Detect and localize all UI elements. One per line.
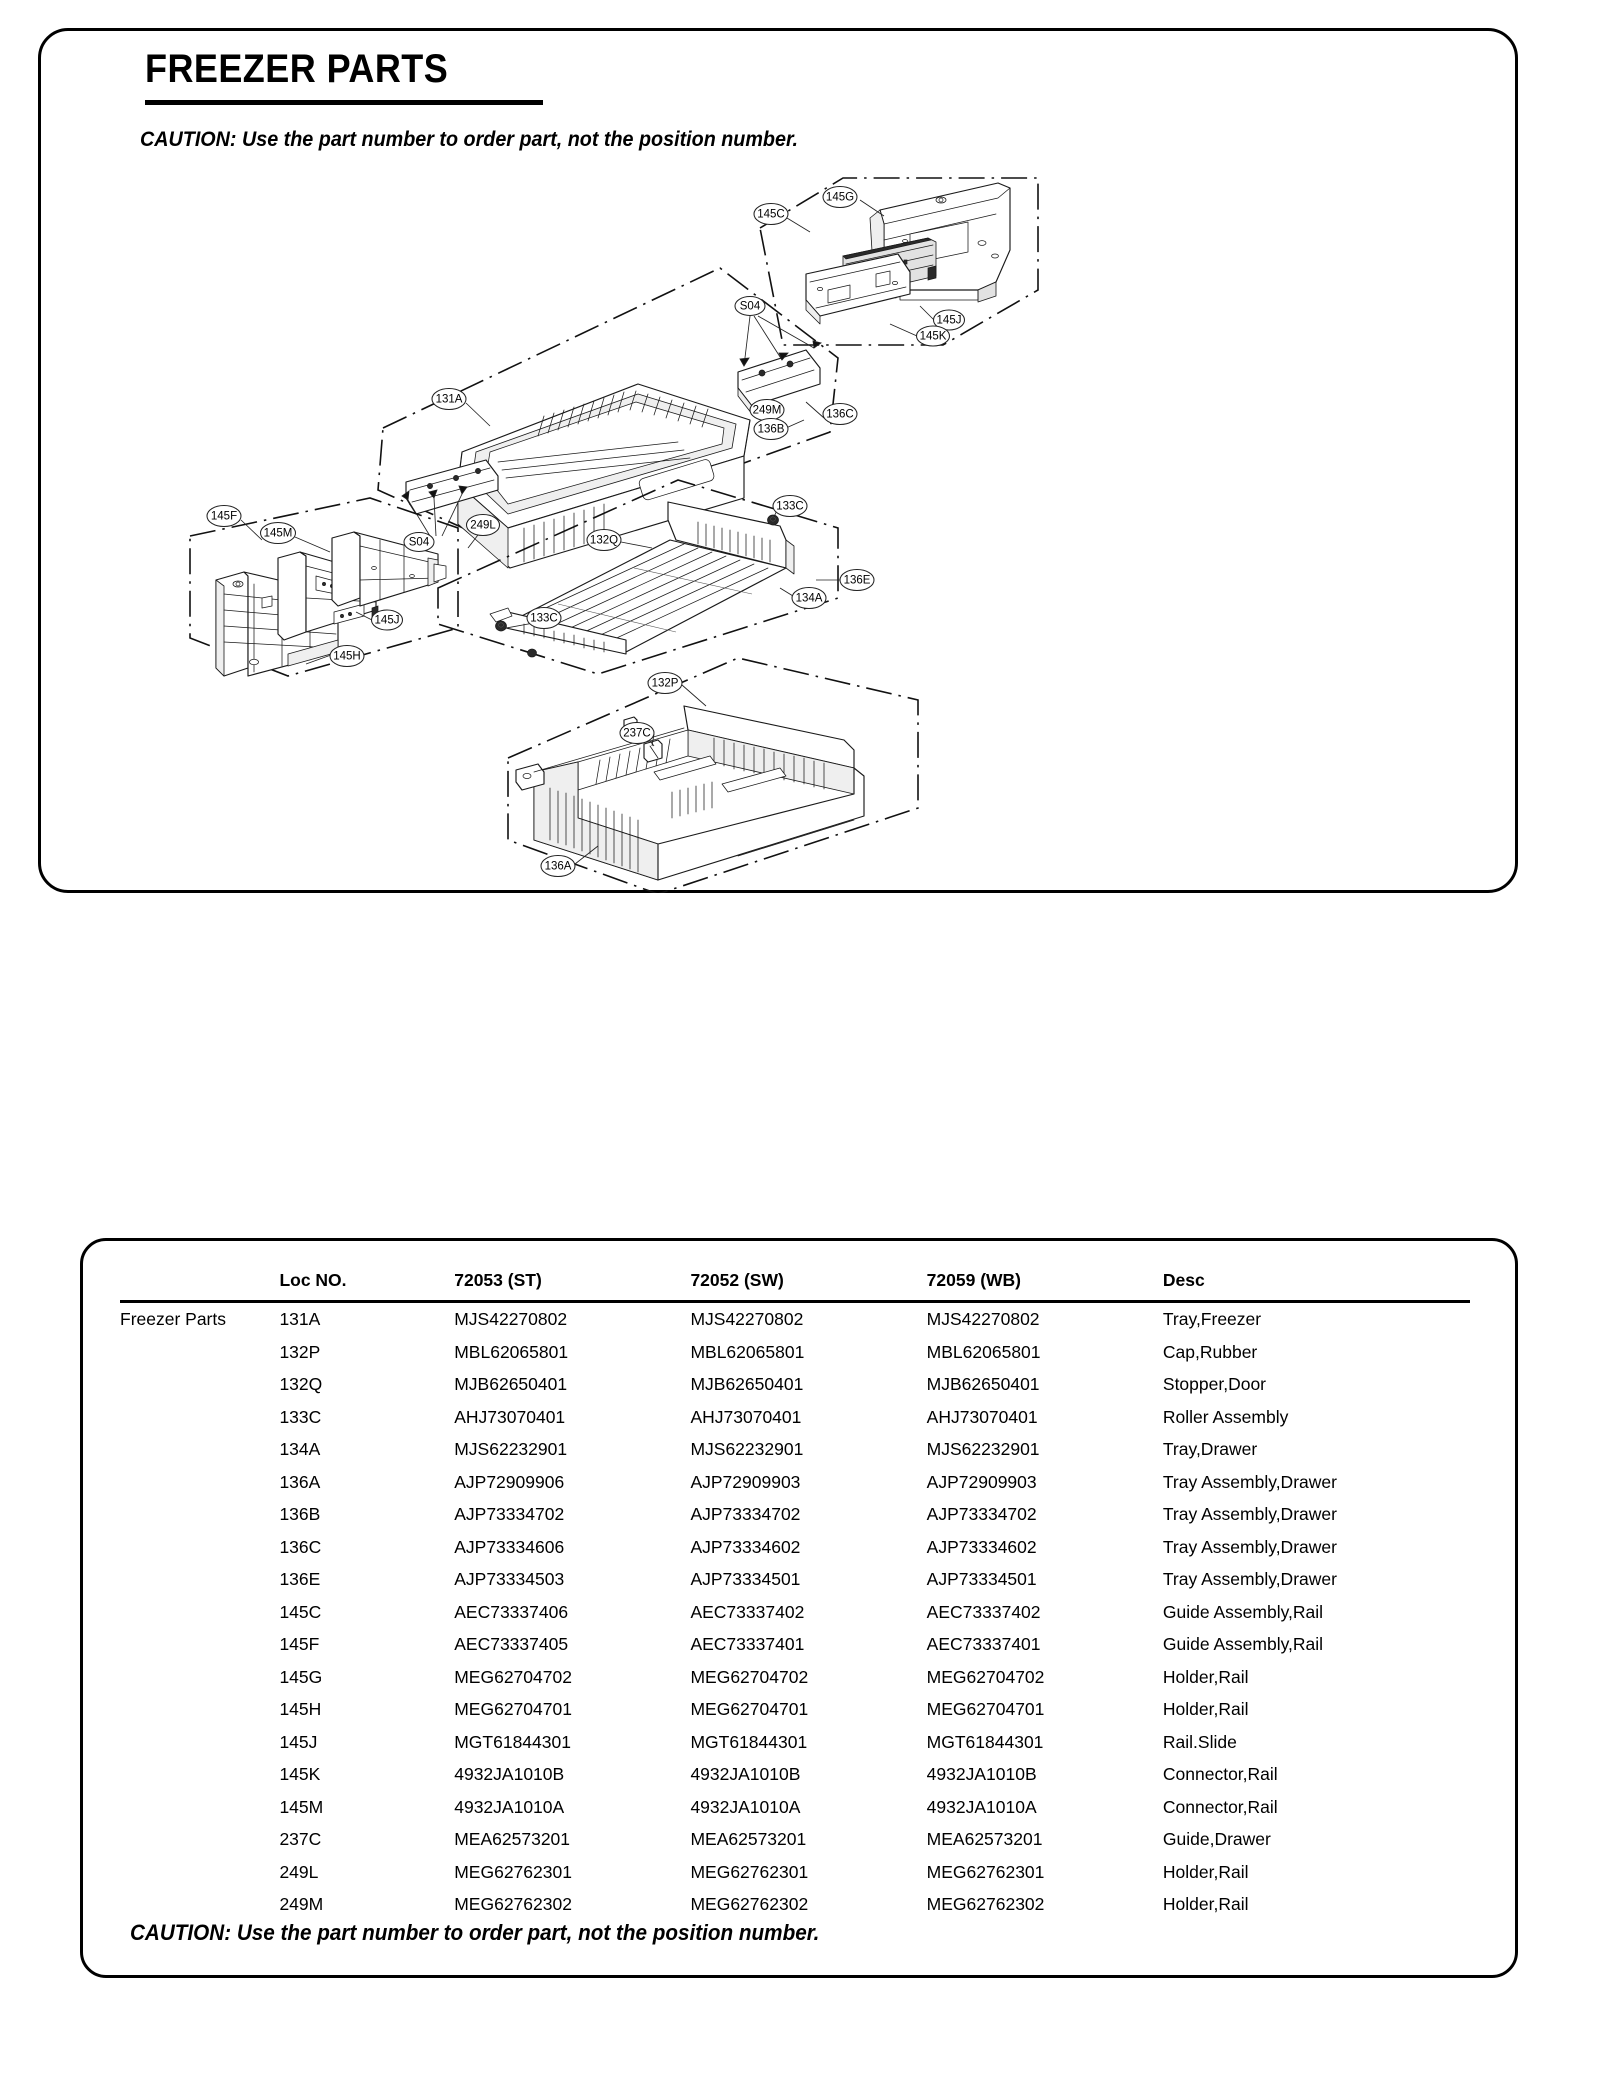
table-row xyxy=(120,1302,1470,1336)
cell-part-72052: MGT61844301 xyxy=(690,1731,808,1752)
svg-text:145F: 145F xyxy=(210,510,238,523)
svg-text:136A: 136A xyxy=(544,860,572,873)
svg-text:249L: 249L xyxy=(470,519,496,532)
callout-145M xyxy=(261,523,296,544)
callout-S04-lower xyxy=(404,533,434,552)
column-header-72059: 72059 (WB) xyxy=(926,1270,1022,1290)
cell-group xyxy=(120,1531,279,1564)
cell-part-72059: MBL62065801 xyxy=(926,1341,1041,1362)
table-row xyxy=(120,1726,1470,1759)
svg-text:145C: 145C xyxy=(757,208,785,221)
table-row xyxy=(120,1401,1470,1434)
cell-part-72059: AEC73337401 xyxy=(926,1634,1041,1654)
svg-text:132P: 132P xyxy=(651,677,679,690)
cell-part-72053: AEC73337405 xyxy=(454,1634,569,1654)
cell-part-72053: 4932JA1010A xyxy=(454,1796,565,1817)
freezer-parts-exploded-diagram xyxy=(38,28,1518,893)
table-row xyxy=(120,1661,1470,1694)
cell-part-72052: 4932JA1010B xyxy=(690,1764,801,1784)
svg-text:145J: 145J xyxy=(374,614,400,627)
callout-132Q xyxy=(587,530,621,551)
parts-table-body xyxy=(120,1302,1470,1921)
svg-text:133C: 133C xyxy=(776,500,804,513)
cell-loc: 145K xyxy=(279,1764,321,1784)
callout-145C xyxy=(754,204,788,225)
table-row xyxy=(120,1498,1470,1531)
cell-group xyxy=(120,1856,279,1889)
cell-group xyxy=(120,1433,279,1466)
cell-part-72059: MJS42270802 xyxy=(926,1309,1040,1329)
cell-loc: 237C xyxy=(279,1829,322,1849)
callout-132P xyxy=(648,673,682,694)
cell-group: Freezer Parts xyxy=(120,1309,226,1329)
cell-part-72053: MEG62762302 xyxy=(454,1894,572,1914)
cell-group xyxy=(120,1563,279,1596)
column-header-72053: 72053 (ST) xyxy=(454,1270,542,1290)
table-row xyxy=(120,1693,1470,1726)
cell-part-72052: MEG62704701 xyxy=(690,1699,809,1719)
svg-text:131A: 131A xyxy=(435,393,463,406)
callout-249M xyxy=(750,400,784,421)
cell-part-72053: AJP73334503 xyxy=(454,1569,565,1589)
cell-group xyxy=(120,1823,279,1856)
svg-text:136C: 136C xyxy=(826,408,854,421)
cell-desc: Guide Assembly,Rail xyxy=(1162,1601,1324,1622)
cell-part-72059: 4932JA1010B xyxy=(926,1764,1037,1784)
cell-part-72059: MEG62762301 xyxy=(926,1861,1045,1882)
callout-145J-left xyxy=(372,610,403,630)
cell-group xyxy=(120,1661,279,1694)
callout-145H xyxy=(330,646,364,667)
cell-part-72053: 4932JA1010B xyxy=(454,1764,565,1784)
callout-133C-upper xyxy=(773,496,807,517)
cell-desc: Guide Assembly,Rail xyxy=(1162,1634,1324,1654)
table-row xyxy=(120,1628,1470,1661)
cell-loc: 249L xyxy=(279,1861,319,1882)
cell-part-72053: MEG62762301 xyxy=(454,1861,572,1882)
cell-loc: 134A xyxy=(279,1439,321,1459)
cell-loc: 145M xyxy=(279,1796,324,1817)
column-header-desc: Desc xyxy=(1162,1270,1205,1290)
cell-part-72059: MGT61844301 xyxy=(926,1731,1044,1752)
part-133C-roller-front xyxy=(528,649,537,657)
table-row xyxy=(120,1823,1470,1856)
cell-desc: Cap,Rubber xyxy=(1162,1341,1258,1362)
cell-part-72052: MEG62762302 xyxy=(690,1894,809,1914)
cell-group xyxy=(120,1888,279,1921)
cell-loc: 145G xyxy=(279,1666,323,1687)
cell-loc: 136C xyxy=(279,1536,322,1557)
cell-part-72052: AEC73337401 xyxy=(690,1634,805,1654)
callout-145K xyxy=(917,326,950,346)
cell-group xyxy=(120,1368,279,1401)
callout-237C xyxy=(620,723,654,744)
cell-part-72059: AHJ73070401 xyxy=(926,1406,1038,1427)
table-row xyxy=(120,1791,1470,1824)
svg-text:136E: 136E xyxy=(843,574,871,587)
cell-loc: 145C xyxy=(279,1601,322,1622)
parts-table-head xyxy=(120,1266,1470,1302)
callout-131A xyxy=(432,389,466,410)
cell-desc: Tray,Drawer xyxy=(1162,1439,1258,1459)
part-237C-guide-drawer xyxy=(644,740,662,762)
cell-group xyxy=(120,1466,279,1499)
cell-desc: Tray Assembly,Drawer xyxy=(1162,1504,1337,1524)
cell-group xyxy=(120,1693,279,1726)
rail-assembly-group-145C xyxy=(760,178,1038,345)
cell-part-72052: MEA62573201 xyxy=(690,1829,807,1849)
column-header-group xyxy=(120,1266,279,1302)
cell-part-72059: MEA62573201 xyxy=(926,1829,1043,1849)
callout-145F xyxy=(207,506,241,527)
cell-part-72052: AJP72909903 xyxy=(690,1471,801,1492)
table-row xyxy=(120,1856,1470,1889)
cell-part-72053: AJP72909906 xyxy=(454,1471,565,1492)
part-133C-roller-lower xyxy=(496,621,507,631)
svg-text:S04: S04 xyxy=(739,300,761,313)
caution-note-bottom: CAUTION: Use the part number to order part, not the position number. xyxy=(130,1920,820,1945)
table-row xyxy=(120,1596,1470,1629)
cell-loc: 132Q xyxy=(279,1374,323,1394)
cell-part-72059: MEG62704701 xyxy=(926,1699,1045,1719)
table-row xyxy=(120,1466,1470,1499)
cell-desc: Tray Assembly,Drawer xyxy=(1162,1569,1337,1589)
cell-loc: 136B xyxy=(279,1504,321,1524)
cell-part-72059: MEG62762302 xyxy=(926,1894,1045,1914)
svg-text:237C: 237C xyxy=(623,727,651,740)
callout-249L xyxy=(467,515,500,536)
cell-desc: Connector,Rail xyxy=(1162,1796,1278,1817)
cell-part-72053: MEG62704701 xyxy=(454,1699,572,1719)
callout-134A xyxy=(792,588,826,609)
cell-desc: Holder,Rail xyxy=(1162,1861,1249,1882)
cell-desc: Holder,Rail xyxy=(1162,1699,1249,1719)
column-header-loc: Loc NO. xyxy=(279,1270,347,1290)
cell-group xyxy=(120,1726,279,1759)
cell-part-72053: AJP73334606 xyxy=(454,1536,565,1557)
svg-text:134A: 134A xyxy=(795,592,823,605)
cell-group xyxy=(120,1498,279,1531)
table-row xyxy=(120,1758,1470,1791)
cell-part-72053: MEA62573201 xyxy=(454,1829,571,1849)
svg-text:145J: 145J xyxy=(936,314,962,327)
callout-136A xyxy=(541,856,575,877)
svg-text:133C: 133C xyxy=(530,612,558,625)
cell-part-72059: 4932JA1010A xyxy=(926,1796,1037,1817)
cell-part-72052: MJS62232901 xyxy=(690,1439,804,1459)
page-title: FREEZER PARTS xyxy=(145,47,449,91)
cell-part-72052: MEG62704702 xyxy=(690,1666,809,1687)
svg-text:249M: 249M xyxy=(752,404,782,417)
caution-note-top: CAUTION: Use the part number to order part, not the position number. xyxy=(140,128,799,151)
cell-part-72053: MJS62232901 xyxy=(454,1439,568,1459)
cell-part-72053: MGT61844301 xyxy=(454,1731,571,1752)
cell-part-72052: AJP73334501 xyxy=(690,1569,801,1589)
cell-part-72059: AEC73337402 xyxy=(926,1601,1041,1622)
table-row xyxy=(120,1563,1470,1596)
cell-part-72059: AJP72909903 xyxy=(926,1471,1037,1492)
cell-part-72053: MEG62704702 xyxy=(454,1666,572,1687)
cell-part-72052: AJP73334702 xyxy=(690,1504,801,1524)
cell-desc: Tray Assembly,Drawer xyxy=(1162,1536,1337,1557)
cell-part-72052: 4932JA1010A xyxy=(690,1796,801,1817)
cell-part-72052: AEC73337402 xyxy=(690,1601,805,1622)
callout-136C xyxy=(823,404,857,425)
cell-group xyxy=(120,1758,279,1791)
table-row xyxy=(120,1336,1470,1369)
cell-part-72053: MJB62650401 xyxy=(454,1374,568,1394)
cell-loc: 136A xyxy=(279,1471,321,1492)
cell-part-72053: AEC73337406 xyxy=(454,1601,569,1622)
cell-desc: Rail.Slide xyxy=(1162,1731,1237,1752)
cell-loc: 132P xyxy=(279,1341,321,1362)
cell-part-72052: MBL62065801 xyxy=(690,1341,805,1362)
cell-loc: 131A xyxy=(279,1309,321,1329)
svg-text:145G: 145G xyxy=(825,191,855,204)
cell-loc: 145J xyxy=(279,1731,318,1752)
cell-part-72059: MJS62232901 xyxy=(926,1439,1040,1459)
cell-group xyxy=(120,1596,279,1629)
callout-145G xyxy=(823,187,857,208)
cell-part-72052: MJS42270802 xyxy=(690,1309,804,1329)
svg-text:136B: 136B xyxy=(757,423,785,436)
table-header-row xyxy=(120,1266,1470,1302)
cell-desc: Connector,Rail xyxy=(1162,1764,1278,1784)
column-header-72052: 72052 (SW) xyxy=(690,1270,784,1290)
part-133C-roller-upper xyxy=(768,515,779,525)
cell-part-72059: AJP73334702 xyxy=(926,1504,1037,1524)
callout-136B xyxy=(754,419,788,440)
cell-group xyxy=(120,1401,279,1434)
cell-part-72053: MBL62065801 xyxy=(454,1341,569,1362)
cell-part-72053: AHJ73070401 xyxy=(454,1406,566,1427)
cell-part-72052: AHJ73070401 xyxy=(690,1406,802,1427)
cell-desc: Holder,Rail xyxy=(1162,1666,1249,1687)
table-row xyxy=(120,1888,1470,1921)
cell-part-72053: MJS42270802 xyxy=(454,1309,568,1329)
cell-part-72059: MJB62650401 xyxy=(926,1374,1040,1394)
cell-desc: Guide,Drawer xyxy=(1162,1829,1271,1849)
parts-table xyxy=(120,1266,1470,1921)
cell-desc: Roller Assembly xyxy=(1162,1406,1289,1427)
cell-loc: 136E xyxy=(279,1569,321,1589)
svg-text:132Q: 132Q xyxy=(589,534,619,547)
table-row xyxy=(120,1531,1470,1564)
cell-loc: 133C xyxy=(279,1406,322,1427)
svg-text:145K: 145K xyxy=(919,330,947,343)
callout-S04-upper xyxy=(735,297,765,316)
parts-table-container xyxy=(80,1238,1518,1978)
cell-part-72052: MJB62650401 xyxy=(690,1374,804,1394)
cell-group xyxy=(120,1791,279,1824)
table-row xyxy=(120,1368,1470,1401)
table-row xyxy=(120,1433,1470,1466)
cell-desc: Tray,Freezer xyxy=(1162,1309,1262,1329)
cell-desc: Holder,Rail xyxy=(1162,1894,1249,1914)
part-145K-connector-rail xyxy=(806,254,910,324)
cell-desc: Stopper,Door xyxy=(1162,1374,1267,1394)
cell-group xyxy=(120,1628,279,1661)
cell-loc: 145H xyxy=(279,1699,322,1719)
svg-text:145H: 145H xyxy=(333,650,361,663)
callout-136E xyxy=(840,570,874,591)
cell-part-72059: AJP73334602 xyxy=(926,1536,1037,1557)
cell-desc: Tray Assembly,Drawer xyxy=(1162,1471,1337,1492)
cell-loc: 145F xyxy=(279,1634,320,1654)
cell-loc: 249M xyxy=(279,1894,324,1914)
cell-part-72052: AJP73334602 xyxy=(690,1536,801,1557)
cell-part-72059: MEG62704702 xyxy=(926,1666,1045,1687)
cell-part-72059: AJP73334501 xyxy=(926,1569,1037,1589)
svg-text:S04: S04 xyxy=(408,536,430,549)
cell-part-72053: AJP73334702 xyxy=(454,1504,565,1524)
svg-text:145M: 145M xyxy=(263,527,293,540)
cell-part-72052: MEG62762301 xyxy=(690,1861,809,1882)
cell-group xyxy=(120,1336,279,1369)
callout-133C-lower xyxy=(527,608,561,629)
